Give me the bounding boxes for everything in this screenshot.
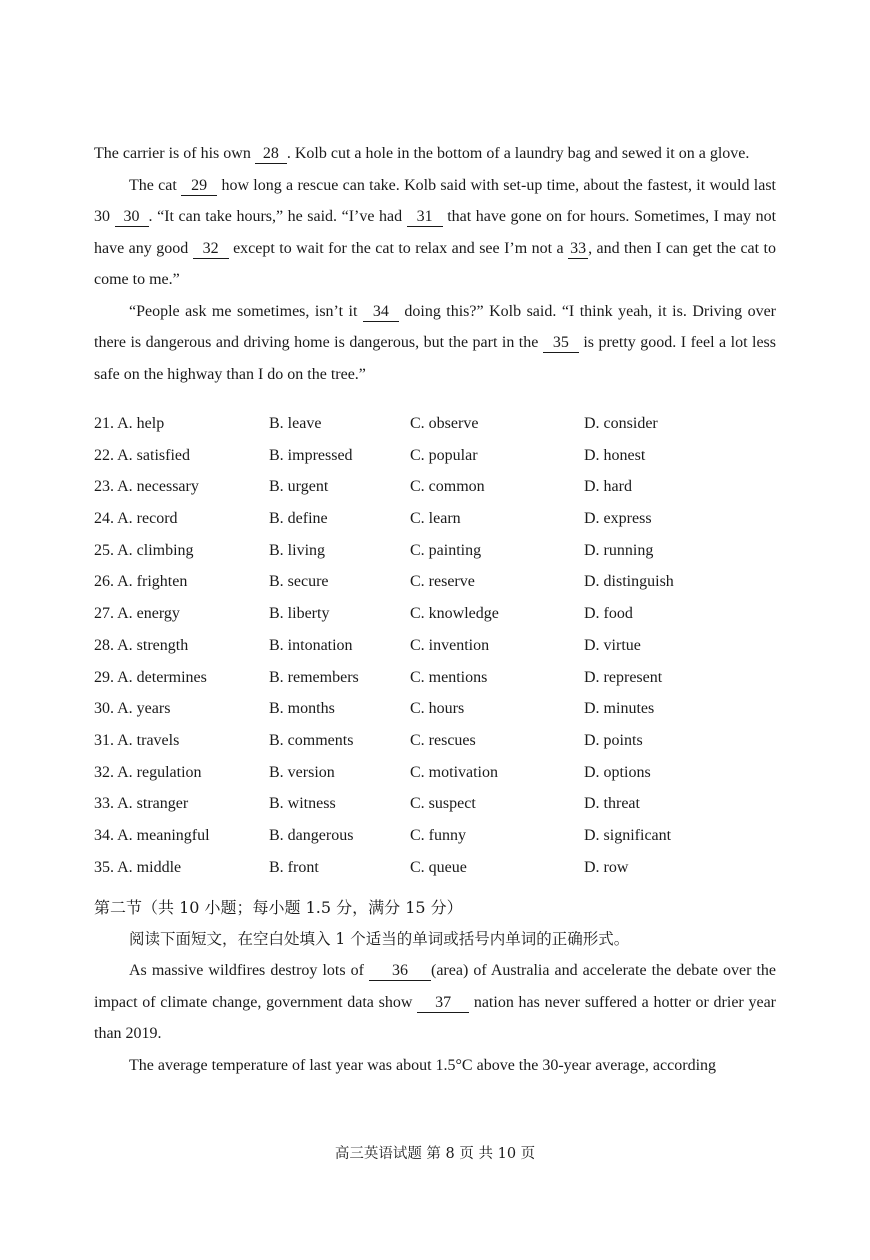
option-row-23 <box>94 474 776 506</box>
blank-31: 31 <box>407 208 443 227</box>
option-d: D. significant <box>584 826 672 844</box>
option-c: C. common <box>410 478 485 496</box>
blank-35: 35 <box>543 334 579 353</box>
option-b: B. months <box>269 700 335 718</box>
option-b: B. front <box>269 858 319 876</box>
section2-paragraph-2: The average temperature of last year was about 1.5°C above the 30-year average, according <box>129 1056 717 1074</box>
blank-30: 30 <box>115 208 149 227</box>
option-b: B. impressed <box>269 446 353 464</box>
option-b: B. urgent <box>269 478 329 496</box>
option-c: C. observe <box>410 415 479 432</box>
blank-34: 34 <box>363 303 399 322</box>
option-d: D. minutes <box>584 700 655 718</box>
option-d: D. hard <box>584 478 632 496</box>
text-segment: The cat <box>129 176 182 194</box>
option-d: D. row <box>584 858 629 876</box>
option-c: C. hours <box>410 700 465 718</box>
text-segment: , and then I can get the cat to come to me.” <box>94 239 776 288</box>
option-d: D. running <box>584 541 654 559</box>
text-segment: doing this?” Kolb said. “I think yeah, it is. Driving over there is dangerous and driving home is dangerous, but the part in the <box>94 302 776 351</box>
blank-28: 28 <box>255 145 287 164</box>
option-b: B. version <box>269 763 335 781</box>
option-d: D. options <box>584 763 651 781</box>
option-a: 29. A. determines <box>94 668 207 686</box>
option-b: B. comments <box>269 731 354 749</box>
option-d: D. virtue <box>584 636 641 654</box>
blank-36: 36 <box>369 962 431 981</box>
option-row-33 <box>94 791 776 823</box>
option-c: C. invention <box>410 636 490 654</box>
option-a: 25. A. climbing <box>94 541 194 559</box>
option-row-31 <box>94 728 776 760</box>
section-title: 第二节（共 10 小题；每小题 1.5 分，满分 15 分） <box>94 898 463 918</box>
text-segment: (area) of Australia and accelerate the debate over the impact of climate change, government data show <box>94 962 777 1011</box>
option-d: D. distinguish <box>584 573 674 591</box>
option-b: B. intonation <box>269 636 353 654</box>
blank-33: 33 <box>570 239 587 257</box>
option-c: C. learn <box>410 510 461 528</box>
option-c: C. funny <box>410 826 466 844</box>
text-segment: nation has never suffered a hotter or drier year than 2019. <box>94 993 776 1043</box>
option-b: B. liberty <box>269 605 330 623</box>
option-row-24 <box>94 506 776 538</box>
text-segment: is pretty good. I feel a lot less safe on the highway than I do on the tree.” <box>94 334 776 383</box>
text-segment: except to wait for the cat to relax and see I’m not a <box>228 239 569 257</box>
option-row-34 <box>94 823 776 855</box>
option-a: 21. A. help <box>94 415 165 432</box>
option-b: B. secure <box>269 573 329 591</box>
option-a: 31. A. travels <box>94 731 180 749</box>
text-segment: The carrier is of his own <box>94 145 255 162</box>
text-segment: that have gone on for hours. Sometimes, I may not have any good <box>94 208 777 257</box>
blank-37: 37 <box>417 994 469 1013</box>
option-a: 26. A. frighten <box>94 573 188 591</box>
option-row-28 <box>94 633 776 665</box>
passage-paragraph-1 <box>94 138 776 170</box>
option-c: C. painting <box>410 541 482 559</box>
page-content <box>94 138 776 1081</box>
blank-32: 32 <box>193 240 229 259</box>
option-c: C. knowledge <box>410 605 499 623</box>
option-row-26 <box>94 569 776 601</box>
option-c: C. queue <box>410 858 467 876</box>
option-a: 28. A. strength <box>94 636 189 654</box>
option-row-32 <box>94 760 776 792</box>
option-d: D. consider <box>584 415 658 432</box>
text-segment: how long a rescue can take. Kolb said with set-up time, about the fastest, it would last 30 <box>94 176 776 225</box>
option-a: 30. A. years <box>94 700 171 718</box>
option-a: 35. A. middle <box>94 858 182 876</box>
option-a: 24. A. record <box>94 510 178 528</box>
passage-paragraph-3 <box>94 296 776 391</box>
option-row-35 <box>94 855 776 887</box>
option-c: C. popular <box>410 446 478 464</box>
option-a: 32. A. regulation <box>94 763 202 781</box>
option-row-21 <box>94 411 776 443</box>
blank-29: 29 <box>181 177 217 196</box>
option-d: D. threat <box>584 795 640 813</box>
option-row-25 <box>94 538 776 570</box>
option-c: C. motivation <box>410 763 498 781</box>
option-a: 33. A. stranger <box>94 795 189 813</box>
section2-paragraph-1 <box>94 955 776 1050</box>
option-d: D. food <box>584 605 633 623</box>
option-c: C. rescues <box>410 731 476 749</box>
option-c: C. suspect <box>410 795 476 813</box>
option-row-22 <box>94 443 776 475</box>
option-b: B. remembers <box>269 668 359 686</box>
text-segment: “People ask me sometimes, isn’t it <box>129 302 363 320</box>
option-a: 22. A. satisfied <box>94 446 190 464</box>
text-segment: . Kolb cut a hole in the bottom of a laundry bag and sewed it on a glove. <box>286 145 750 162</box>
option-d: D. points <box>584 731 643 749</box>
text-segment: . “It can take hours,” he said. “I’ve had <box>148 208 407 225</box>
option-c: C. reserve <box>410 573 475 591</box>
option-b: B. living <box>269 541 326 559</box>
option-a: 34. A. meaningful <box>94 826 210 844</box>
option-d: D. honest <box>584 446 646 464</box>
page-footer: 高三英语试题 第 8 页 共 10 页 <box>334 1146 536 1162</box>
text-segment: As massive wildfires destroy lots of <box>129 962 369 980</box>
option-row-29 <box>94 665 776 697</box>
section-instructions: 阅读下面短文，在空白处填入 1 个适当的单词或括号内单词的正确形式。 <box>129 929 630 948</box>
option-b: B. witness <box>269 795 336 813</box>
answer-options <box>94 411 776 886</box>
option-row-30 <box>94 696 776 728</box>
option-a: 23. A. necessary <box>94 478 199 496</box>
section-2 <box>94 892 776 1081</box>
option-d: D. represent <box>584 668 663 686</box>
option-c: C. mentions <box>410 668 488 686</box>
option-b: B. define <box>269 510 328 528</box>
passage-paragraph-2 <box>94 170 776 296</box>
option-a: 27. A. energy <box>94 605 180 623</box>
option-d: D. express <box>584 510 652 528</box>
option-row-27 <box>94 601 776 633</box>
option-b: B. dangerous <box>269 826 354 844</box>
option-b: B. leave <box>269 415 322 432</box>
